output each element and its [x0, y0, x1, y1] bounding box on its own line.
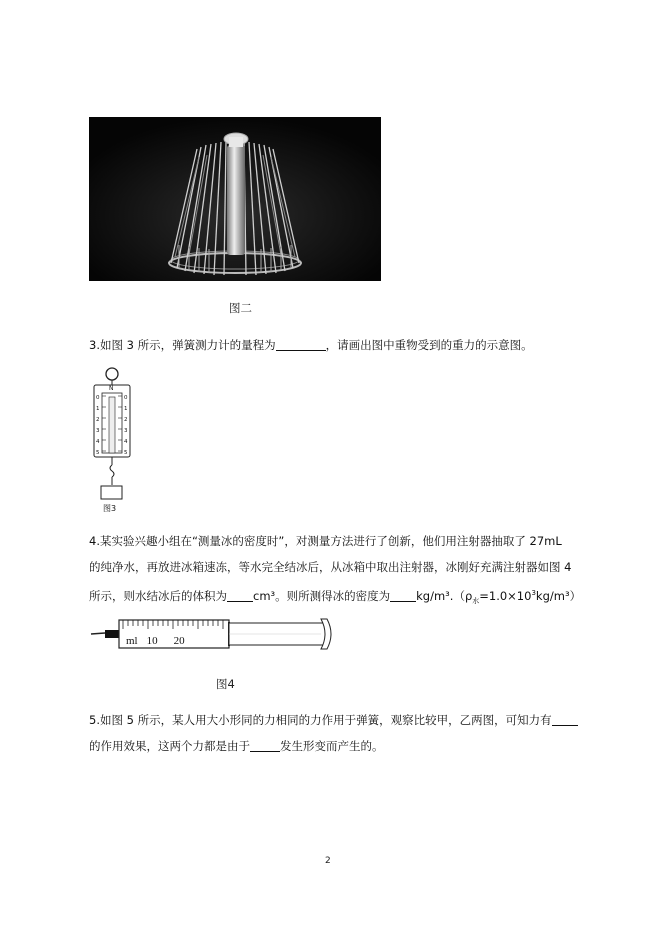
- scale-top-label: N: [109, 385, 114, 392]
- figure-2-photo: [89, 117, 381, 281]
- figure-3-caption: 图3: [103, 504, 117, 513]
- bottle-cage-illustration: [89, 117, 381, 281]
- scale-left-labels: 0 1 2 3 4 5: [96, 395, 100, 456]
- q3-text-before: 3.如图 3 所示，弹簧测力计的量程为: [89, 338, 276, 352]
- q5-line2: 的作用效果，这两个力都是由于 发生形变而产生的。: [89, 739, 384, 753]
- q4-line3: 所示，则水结冰后的体积为 cm³。则所测得冰的密度为 $kg/m^3.(\rho_水=1.0\times 10^3kg/m^3)$: [89, 588, 582, 606]
- q4-volume-blank[interactable]: [227, 589, 253, 602]
- syringe-labels: ml 10 20: [126, 635, 185, 647]
- figure-2-caption: 图二: [229, 301, 252, 315]
- q4-density-blank[interactable]: [390, 589, 416, 602]
- scale-right-labels: 0 1 2 3 4 5: [124, 395, 128, 456]
- q3-answer-blank[interactable]: [276, 338, 326, 351]
- q5-cause-blank[interactable]: [250, 739, 280, 752]
- figure-4-syringe: [89, 615, 339, 655]
- q4-line1: 4.某实验兴趣小组在“测量冰的密度时”，对测量方法进行了创新，他们用注射器抽取了 27mL: [89, 534, 562, 548]
- q5-line1: 5.如图 5 所示，某人用大小形同的力相同的力作用于弹簧，观察比较甲，乙两图，可知力有: [89, 712, 578, 728]
- page-number: 2: [325, 856, 331, 866]
- q4-line2: 的纯净水，再放进冰箱速冻，等水完全结冰后，从冰箱中取出注射器，冰刚好充满注射器如图 4: [89, 560, 572, 574]
- q5-effect-blank[interactable]: [552, 713, 578, 726]
- figure-3-spring-scale: [88, 365, 148, 515]
- q3-text-after: ，请画出图中重物受到的重力的示意图。: [325, 338, 533, 352]
- question-3-text: [89, 337, 533, 353]
- figure-4-caption: 图4: [216, 677, 235, 691]
